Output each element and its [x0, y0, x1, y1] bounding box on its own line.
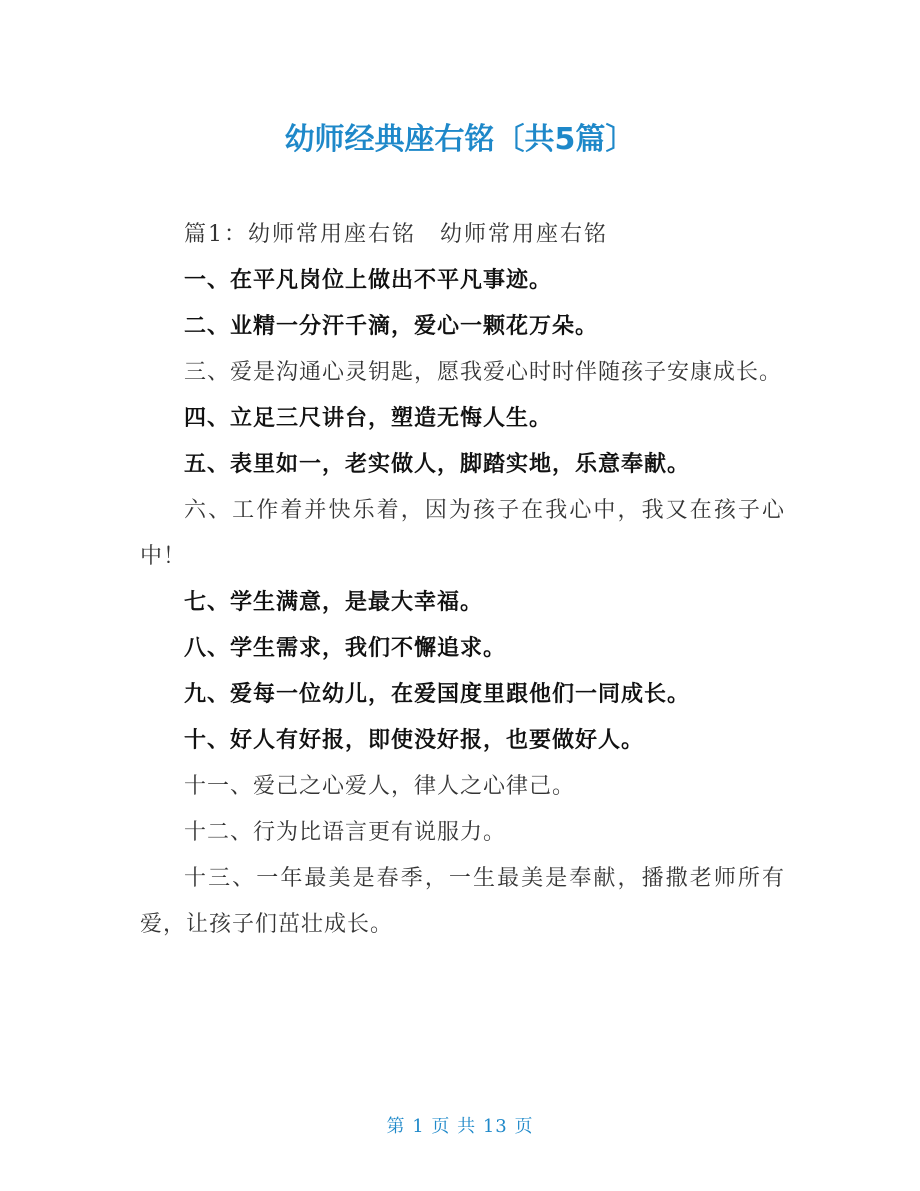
- page-number-footer: 第 1 页 共 13 页: [386, 1116, 534, 1137]
- paragraph-2: 二、业精一分汗千滴，爱心一颗花万朵。: [184, 314, 599, 339]
- paragraph-8: 八、学生需求，我们不懈追求。: [184, 636, 507, 661]
- document-body: [140, 212, 785, 948]
- paragraph-1: 一、在平凡岗位上做出不平凡事迹。: [184, 268, 553, 293]
- paragraph-3: 三、爱是沟通心灵钥匙，愿我爱心时时伴随孩子安康成长。: [184, 360, 783, 385]
- paragraph-9: 九、爱每一位幼儿，在爱国度里跟他们一同成长。: [184, 682, 691, 707]
- paragraph-11: 十一、爱己之心爱人，律人之心律己。: [184, 774, 576, 799]
- paragraph-4: 四、立足三尺讲台，塑造无悔人生。: [184, 406, 553, 431]
- paragraph-6: 六、工作着并快乐着，因为孩子在我心中，我又在孩子心中！: [140, 498, 785, 569]
- paragraph-0: 篇1：幼师常用座右铭 幼师常用座右铭: [184, 222, 608, 247]
- paragraph-12: 十二、行为比语言更有说服力。: [184, 820, 507, 845]
- paragraph-10: 十、好人有好报，即使没好报，也要做好人。: [184, 728, 645, 753]
- paragraph-13: 十三、一年最美是春季，一生最美是奉献，播撒老师所有爱，让孩子们茁壮成长。: [140, 866, 785, 937]
- paragraph-7: 七、学生满意，是最大幸福。: [184, 590, 484, 615]
- paragraph-5: 五、表里如一，老实做人，脚踏实地，乐意奉献。: [184, 452, 691, 477]
- document-title: 幼师经典座右铭〔共5篇〕: [284, 122, 636, 157]
